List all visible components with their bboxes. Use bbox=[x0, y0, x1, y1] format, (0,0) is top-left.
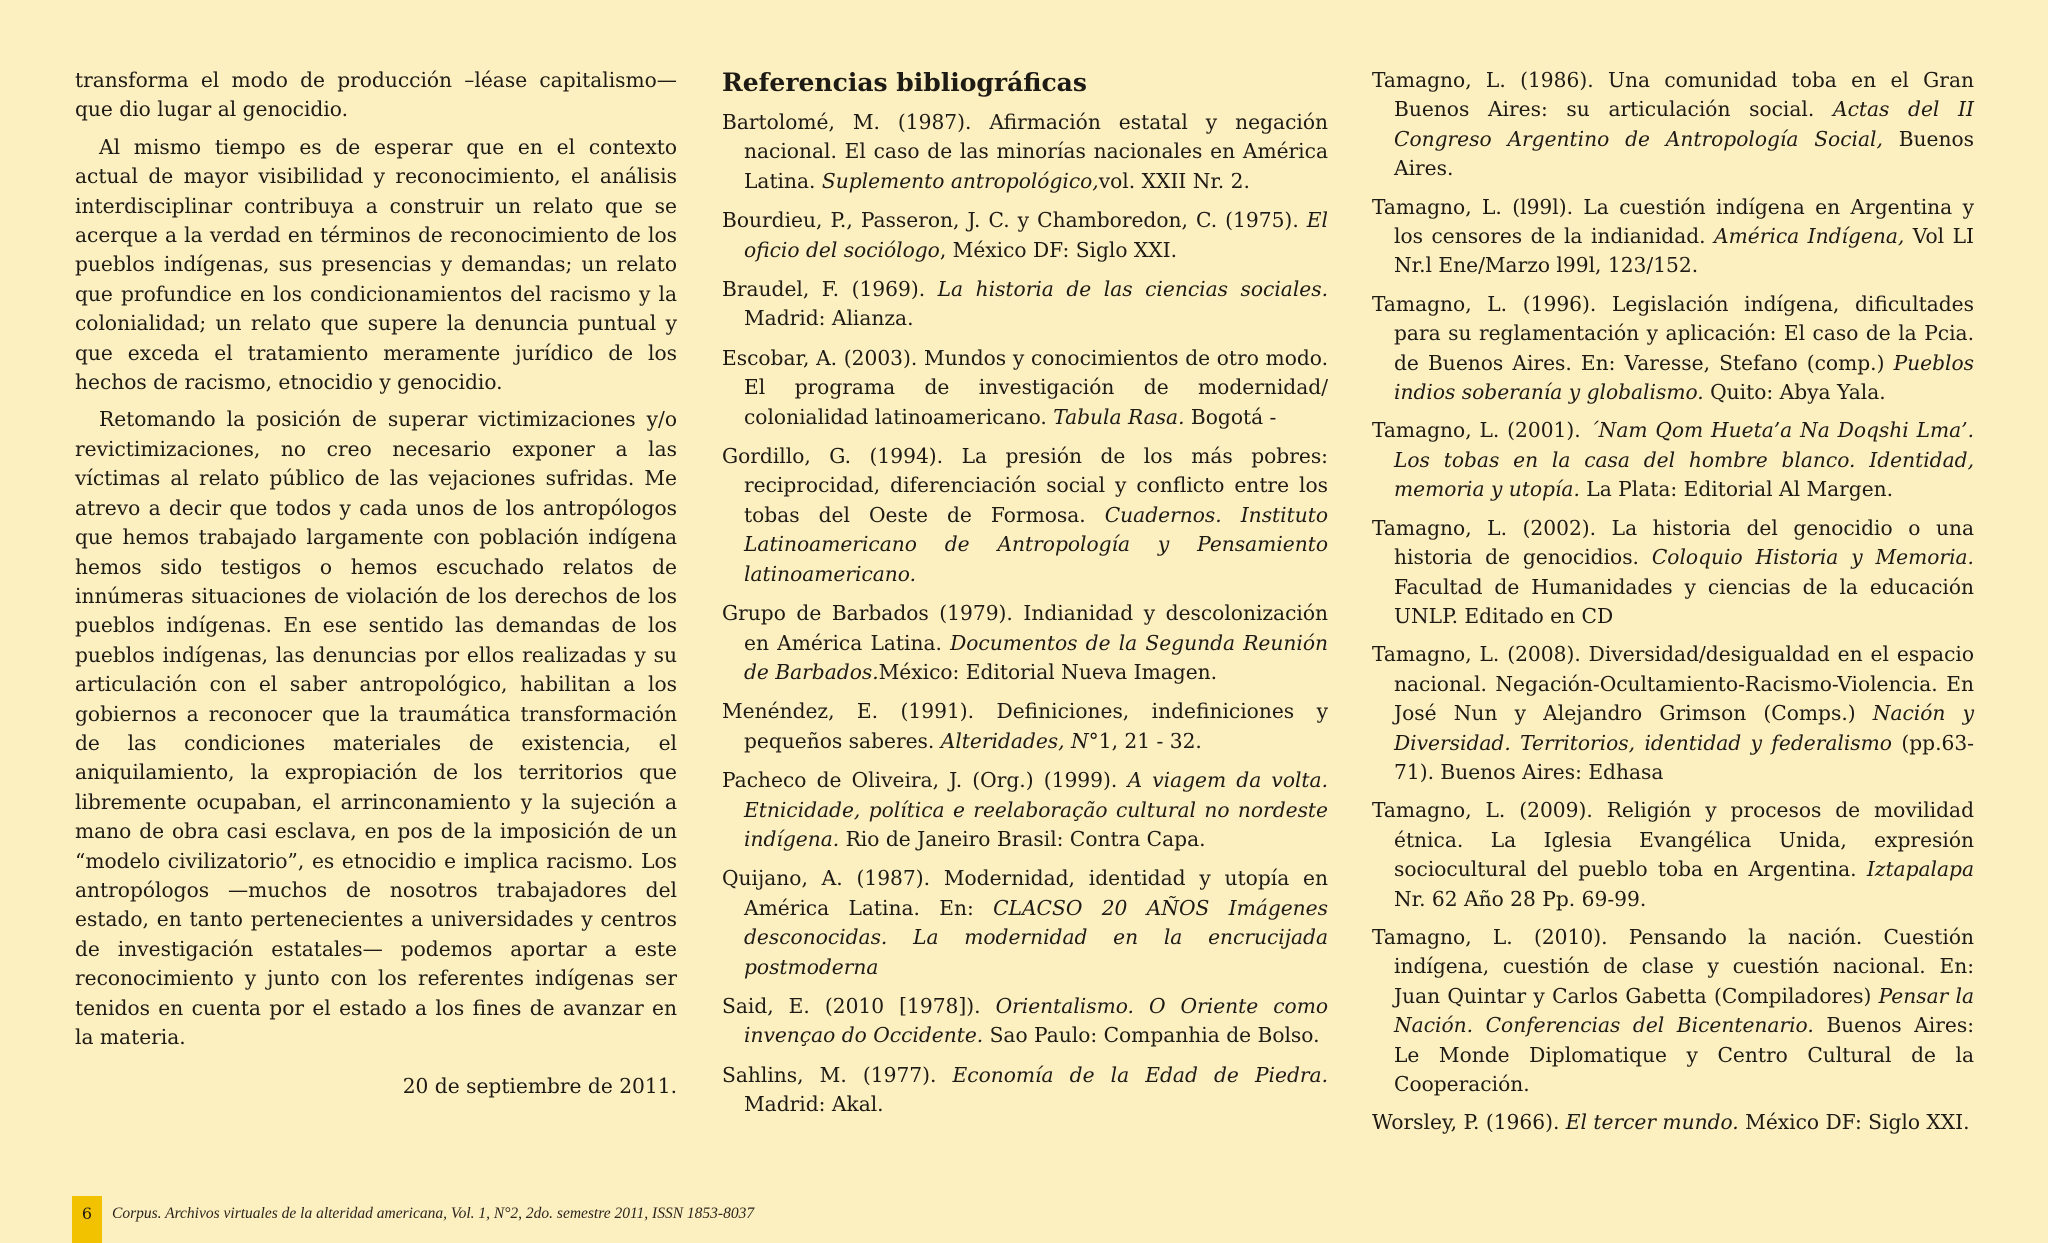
reference-text: Tamagno, L. (2009). Religión y procesos de movilidad étnica. La Iglesia Evangélica Unida, expresión sociocultural del pueblo toba en Argentina. bbox=[1372, 798, 1974, 882]
reference-entry bbox=[722, 864, 1328, 982]
reference-entry bbox=[1372, 416, 1974, 504]
reference-entry bbox=[722, 1061, 1328, 1120]
reference-text: Quito: Abya Yala. bbox=[1703, 380, 1886, 405]
reference-text: Madrid: Alianza. bbox=[744, 306, 914, 331]
paragraph-2: Al mismo tiempo es de esperar que en el contexto actual de mayor visibilidad y reconocimiento, el análisis interdisciplinar contribuya a construir un relato que se acerque a la verdad en términos de reconocimiento de los pueblos indígenas, sus presencias y demandas; un relato que profundice en los condicionamientos del racismo y la colonialidad; un relato que supere la denuncia puntual y que exceda el tratamiento meramente jurídico de los hechos de racismo, etnocidio y genocidio. bbox=[75, 134, 677, 395]
reference-title: Economía de la Edad de Piedra. bbox=[952, 1062, 1328, 1087]
paragraph-3: Retomando la posición de superar victimizaciones y/o revictimizaciones, no creo necesario exponer a las víctimas al relato público de las vejaciones sufridas. Me atrevo a decir que todos y cada unos de los antropólogos que hemos trabajado largamente con población indígena hemos sido testigos o hemos escuchado relatos de innúmeras situaciones de violación de los derechos de los pueblos indígenas. En ese sentido las demandas de los pueblos indígenas, las denuncias por ellos realizadas y su articulación con el saber antropológico, habilitan a los gobiernos a reconocer que la traumática transformación de las condiciones materiales de existencia, el aniquilamiento, la expropiación de los territorios que libremente ocupaban, el arrinconamiento y la sujeción a mano de obra casi esclava, en pos de la imposición de un “modelo civilizatorio”, es etnocidio e implica racismo. Los antropólogos —muchos de nosotros trabajadores del estado, en tanto pertenecientes a universidades y centros de investigación estatales— podemos aportar a este reconocimiento y junto con los referentes indígenas ser tenidos en cuenta por el estado a los fines de avanzar en la materia. bbox=[75, 407, 677, 1049]
reference-text: Bogotá - bbox=[1184, 404, 1277, 429]
reference-title: Iztapalapa bbox=[1866, 857, 1974, 882]
reference-entry bbox=[722, 108, 1328, 196]
reference-text: Bartolomé, M. (1987). Afirmación estatal y negación nacional. El caso de las minorías nacionales en América Latina. bbox=[722, 110, 1328, 193]
reference-text: °1, 21 - 32. bbox=[1088, 728, 1202, 753]
reference-entry bbox=[722, 599, 1328, 687]
reference-text: Tamagno, L. (1986). Una comunidad toba en el Gran Buenos Aires: su articulación social. bbox=[1372, 68, 1974, 122]
article-date: 20 de septiembre de 2011. bbox=[402, 1074, 677, 1099]
references-column-2 bbox=[1372, 66, 1974, 1147]
reference-title: Cuadernos. Instituto Latinoamericano de Antropología y Pensamiento latinoamericano. bbox=[744, 502, 1328, 586]
reference-title: Suplemento antropológico, bbox=[821, 168, 1099, 193]
reference-text: Said, E. (2010 [1978]). bbox=[722, 993, 996, 1018]
reference-text: Bourdieu, P., Passeron, J. C. y Chamboredon, C. (1975). bbox=[722, 208, 1307, 233]
page-footer bbox=[72, 1196, 754, 1243]
reference-title: CLACSO 20 AÑOS Imágenes desconocidas. La modernidad en la encrucijada postmoderna bbox=[744, 895, 1328, 979]
reference-title: Coloquio Historia y Memoria. bbox=[1651, 545, 1974, 570]
reference-text: La Plata: Editorial Al Margen. bbox=[1579, 477, 1894, 502]
left-text-column bbox=[75, 66, 677, 1102]
reference-title: Pueblos indios soberanía y globalismo. bbox=[1394, 350, 1974, 405]
reference-text: Gordillo, G. (1994). La presión de los más pobres: reciprocidad, diferenciación social y conflicto entre los tobas del Oeste de Formosa. bbox=[722, 444, 1328, 527]
reference-title: ´Nam Qom Hueta’a Na Doqshi Lma’. Los tobas en la casa del hombre blanco. Identidad, memoria y utopía. bbox=[1394, 418, 1974, 502]
reference-text: vol. XXII Nr. 2. bbox=[1098, 168, 1250, 193]
reference-title: Tabula Rasa. bbox=[1053, 404, 1185, 429]
reference-text: Buenos Aires. bbox=[1394, 126, 1974, 181]
reference-text: Pacheco de Oliveira, J. (Org.) (1999). bbox=[722, 768, 1128, 793]
reference-title: Orientalismo. O Oriente como invençao do Occidente. bbox=[744, 993, 1329, 1048]
reference-text: , México DF: Siglo XXI. bbox=[939, 237, 1178, 262]
reference-entry bbox=[1372, 514, 1974, 632]
reference-title: Actas del II Congreso Argentino de Antropología Social, bbox=[1394, 97, 1974, 151]
reference-text: México: Editorial Nueva Imagen. bbox=[878, 659, 1218, 684]
reference-text: Escobar, A. (2003). Mundos y conocimientos de otro modo. El programa de investigación de modernidad/ colonialidad latinoamericano. bbox=[722, 345, 1328, 429]
reference-text: Sahlins, M. (1977). bbox=[722, 1062, 953, 1087]
reference-text: Vol LI Nr.l Ene/Marzo l99l, 123/152. bbox=[1394, 224, 1974, 278]
reference-title: América Indígena, bbox=[1714, 224, 1905, 249]
reference-text: Tamagno, L. (2001). bbox=[1372, 418, 1589, 443]
reference-text: Worsley, P. (1966). bbox=[1372, 1110, 1566, 1135]
reference-entry bbox=[722, 766, 1328, 854]
reference-text: Menéndez, E. (1991). Definiciones, indefiniciones y pequeños saberes. bbox=[722, 699, 1328, 753]
reference-text: Madrid: Akal. bbox=[744, 1092, 884, 1117]
reference-text: Tamagno, L. (2008). Diversidad/desigualdad en el espacio nacional. Negación-Ocultamiento-Racismo-Violencia. En José Nun y Alejandro Grimson (Comps.) bbox=[1372, 642, 1974, 726]
reference-text: Facultad de Humanidades y ciencias de la educación UNLP. Editado en CD bbox=[1394, 574, 1974, 628]
reference-title: Nación y Diversidad. Territorios, identidad y federalismo bbox=[1394, 701, 1974, 755]
reference-text: Buenos Aires: Le Monde Diplomatique y Centro Cultural de la Cooperación. bbox=[1394, 1013, 1974, 1096]
reference-text: Tamagno, L. (1996). Legislación indígena, dificultades para su reglamentación y aplicación: El caso de la Pcia. de Buenos Aires. En: Varesse, Stefano (comp.) bbox=[1372, 291, 1974, 375]
references-heading: Referencias bibliográficas bbox=[722, 68, 1087, 97]
reference-text: Quijano, A. (1987). Modernidad, identidad y utopía en América Latina. En: bbox=[722, 866, 1328, 920]
reference-entry bbox=[1372, 640, 1974, 787]
reference-entry bbox=[722, 442, 1328, 589]
reference-entry bbox=[1372, 796, 1974, 914]
journal-citation: Corpus. Archivos virtuales de la alteridad americana, Vol. 1, N°2, 2do. semestre 2011, ISSN 1853-8037 bbox=[112, 1205, 755, 1222]
reference-entry bbox=[722, 275, 1328, 334]
reference-entry bbox=[1372, 923, 1974, 1099]
reference-entry bbox=[722, 697, 1328, 756]
reference-entry bbox=[1372, 1108, 1974, 1137]
reference-text: Braudel, F. (1969). bbox=[722, 277, 938, 302]
reference-title: El tercer mundo. bbox=[1565, 1110, 1739, 1135]
reference-text: Tamagno, L. (l99l). La cuestión indígena en Argentina y los censores de la indianidad. bbox=[1372, 194, 1974, 249]
reference-text: Nr. 62 Año 28 Pp. 69-99. bbox=[1394, 886, 1647, 911]
page-number: 6 bbox=[72, 1196, 102, 1243]
reference-title: Documentos de la Segunda Reunión de Barbados. bbox=[744, 630, 1328, 684]
reference-title: Pensar la Nación. Conferencias del Bicentenario. bbox=[1394, 983, 1974, 1038]
references-column-1 bbox=[722, 66, 1328, 1130]
reference-text: Tamagno, L. (2010). Pensando la nación. Cuestión indígena, cuestión de clase y cuestión nacional. En: Juan Quintar y Carlos Gabetta (Compiladores) bbox=[1372, 924, 1974, 1008]
paragraph-1: transforma el modo de producción –léase capitalismo— que dio lugar al genocidio. bbox=[75, 68, 677, 122]
reference-entry bbox=[1372, 193, 1974, 281]
reference-entry bbox=[722, 992, 1328, 1051]
reference-text: (pp.63-71). Buenos Aires: Edhasa bbox=[1394, 730, 1974, 784]
reference-entry bbox=[1372, 66, 1974, 184]
reference-text: Tamagno, L. (2002). La historia del genocidio o una historia de genocidios. bbox=[1372, 515, 1974, 570]
reference-text: Grupo de Barbados (1979). Indianidad y descolonización en América Latina. bbox=[722, 601, 1328, 655]
reference-entry bbox=[722, 344, 1328, 432]
reference-text: Rio de Janeiro Brasil: Contra Capa. bbox=[839, 826, 1206, 851]
reference-title: Alteridades, N bbox=[940, 728, 1089, 753]
reference-title: A viagem da volta. Etnicidade, política e reelaboração cultural no nordeste indígena. bbox=[744, 768, 1329, 851]
reference-text: Sao Paulo: Companhia de Bolso. bbox=[983, 1023, 1320, 1048]
reference-title: El oficio del sociólogo bbox=[744, 208, 1328, 262]
reference-title: La historia de las ciencias sociales. bbox=[937, 277, 1329, 302]
reference-entry bbox=[722, 206, 1328, 265]
reference-text: México DF: Siglo XXI. bbox=[1738, 1110, 1970, 1135]
reference-entry bbox=[1372, 290, 1974, 408]
